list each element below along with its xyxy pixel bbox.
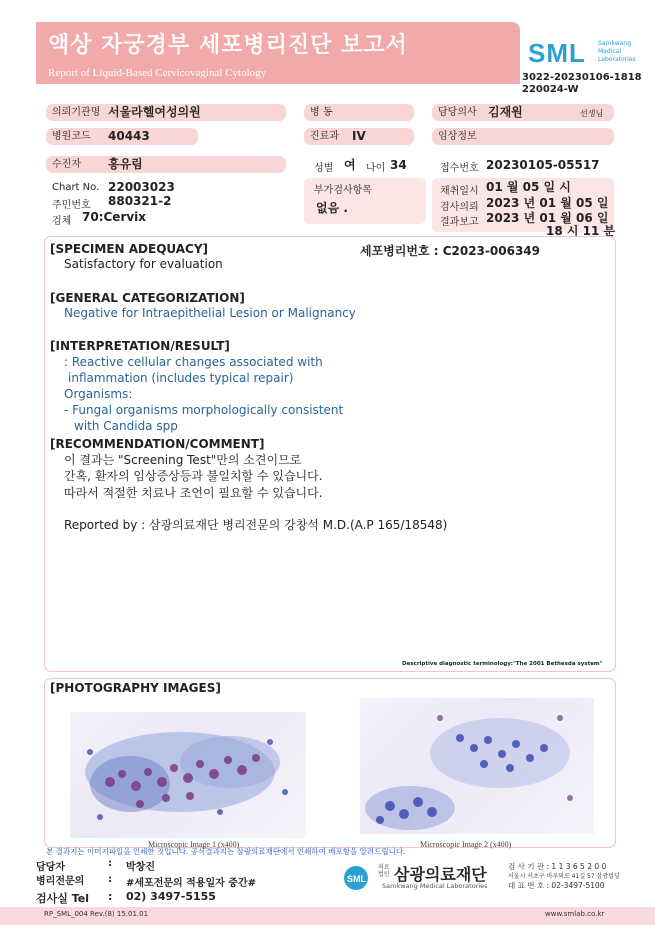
result-value: 2023 년 01 월 06 일 (486, 211, 609, 225)
photo-caption-1: Microscopic Image 1 (x400) (148, 840, 240, 849)
interpretation-title: [INTERPRETATION/RESULT] (50, 339, 230, 353)
patient-value: 홍유림 (108, 157, 143, 171)
terminology-note: Descriptive diagnostic terminology:"The 2001 Bethesda system" (402, 661, 603, 667)
foundation-english-name: Samkwang Medical Laboratories (382, 882, 488, 890)
lab-tel-colon: : (108, 890, 113, 903)
foundation-prefix: 의료 법인 (378, 864, 390, 878)
website-link[interactable]: www.smlab.co.kr (545, 910, 605, 918)
foundation-logo-icon (342, 864, 376, 896)
foundation-address (508, 862, 620, 891)
adequacy-text: Satisfactory for evaluation (64, 257, 223, 271)
photo-caption-2: Microscopic Image 2 (x400) (420, 840, 512, 849)
interpretation-line-2: inflammation (includes typical repair) (68, 371, 294, 385)
foundation-name: 삼광의료재단 (394, 865, 487, 884)
age-label: 나이 (366, 163, 386, 174)
request-value: 2023 년 01 월 05 일 (486, 196, 609, 210)
receipt-value: 20230105-05517 (486, 158, 600, 172)
lab-tel-value: 02) 3497-5155 (126, 890, 216, 903)
interpretation-line-1: : Reactive cellular changes associated with (64, 355, 323, 369)
institution-value: 서울라헬여성의원 (108, 105, 201, 119)
sml-logo: SML (528, 38, 586, 68)
lab-tel-label: 검사실 Tel (36, 892, 89, 905)
interpretation-line-4: - Fungal organisms morphologically consistent (64, 403, 344, 417)
cytology-number: 세포병리번호 : C2023-006349 (360, 244, 540, 258)
dept-label: 진료과 (310, 131, 339, 142)
pathologist-colon: : (108, 874, 112, 885)
clinical-label: 임상정보 (438, 131, 477, 142)
adequacy-title: [SPECIMEN ADEQUACY] (50, 242, 209, 256)
doctor-label: 담당의사 (438, 107, 477, 118)
collect-value: 01 월 05 일 시 (486, 180, 571, 194)
dept-value: IV (352, 129, 366, 143)
report-subtitle: Report of Liquid-Based Cervicovaginal Cytology (48, 67, 267, 79)
microscopic-image-2-graphic (360, 698, 594, 834)
request-label: 검사의뢰 (440, 202, 479, 213)
report-title: 액상 자궁경부 세포병리진단 보고서 (48, 33, 408, 58)
specimen-label: 검체 (52, 216, 72, 227)
doctor-value: 김재원 (488, 105, 523, 119)
chart-value: 22003023 (108, 180, 175, 194)
ward-field (304, 104, 414, 121)
manager-colon: : (108, 858, 112, 869)
result-time: 18 시 11 분 (546, 224, 616, 238)
report-number-2: 220024-W (522, 84, 579, 95)
chart-label: Chart No. (52, 182, 100, 193)
interpretation-line-3: Organisms: (64, 387, 133, 401)
clinical-field (432, 128, 614, 145)
photo-title: [PHOTOGRAPHY IMAGES] (50, 681, 221, 695)
hospital-code-value: 40443 (108, 129, 150, 143)
patient-label: 수진자 (52, 159, 81, 170)
pathologist-label: 병리전문의 (36, 876, 85, 887)
general-text: Negative for Intraepithelial Lesion or Malignancy (64, 306, 356, 320)
age-value: 34 (390, 158, 407, 172)
recommendation-line-3: 따라서 적절한 치료나 조언이 필요할 수 있습니다. (64, 486, 323, 500)
extra-test-value: 없음 . (316, 201, 348, 215)
address-line-1: 검 사 기 관 : 1 1 3 6 5 2 0 0 (508, 862, 607, 871)
sml-logo-subtitle: Samkwang Medical Laboratories (598, 40, 636, 63)
ward-label: 병 동 (310, 107, 333, 118)
recommendation-title: [RECOMMENDATION/COMMENT] (50, 437, 265, 451)
patient-field (46, 156, 286, 173)
manager-value: 박창진 (126, 862, 155, 873)
receipt-label: 접수번호 (440, 163, 479, 174)
institution-label: 의뢰기관명 (52, 107, 101, 118)
reported-by: Reported by : 삼광의료재단 병리전문의 강창석 M.D.(A.P 165/18548) (64, 518, 448, 532)
recommendation-line-1: 이 결과는 "Screening Test"만의 소견이므로 (64, 453, 302, 467)
sex-value: 여 (344, 158, 356, 172)
pathologist-value: #세포전문의 적용일자 중간# (126, 878, 256, 889)
microscopic-image-1-graphic (70, 712, 306, 838)
recommendation-line-2: 간혹, 환자의 임상증상등과 불일치할 수 있습니다. (64, 469, 323, 483)
microscopic-image-1 (70, 712, 306, 838)
microscopic-image-2 (360, 698, 594, 834)
svg-text:SML: SML (347, 874, 366, 884)
doctor-suffix: 선생님 (580, 109, 604, 118)
address-line-3: 대 표 번 호 : 02-3497-5100 (508, 881, 605, 890)
general-title: [GENERAL CATEGORIZATION] (50, 291, 245, 305)
hospital-code-label: 병원코드 (52, 131, 91, 142)
report-number-1: 3022-20230106-1818 (522, 72, 642, 83)
resident-label: 주민번호 (52, 200, 91, 211)
specimen-value: 70:Cervix (82, 210, 147, 224)
result-label: 결과보고 (440, 217, 479, 228)
resident-value: 880321-2 (108, 194, 172, 208)
manager-label: 담당자 (36, 862, 65, 873)
sex-label: 성별 (314, 163, 334, 174)
form-number: RP_SML_004 Rev.(8) 15.01.01 (44, 910, 149, 918)
collect-label: 채취일시 (440, 186, 479, 197)
address-line-2: 서울시 서초구 바우뫼로 41길 57 삼광빌딩 (508, 872, 620, 880)
extra-test-label: 부가검사항목 (314, 185, 372, 196)
interpretation-line-5: with Candida spp (74, 419, 178, 433)
print-notice: 본 결과지는 이미지파일을 인쇄한 것입니다. 공식결과지는 삼광의료재단에서 인쇄하여 배포함을 알려드립니다. (46, 847, 406, 856)
